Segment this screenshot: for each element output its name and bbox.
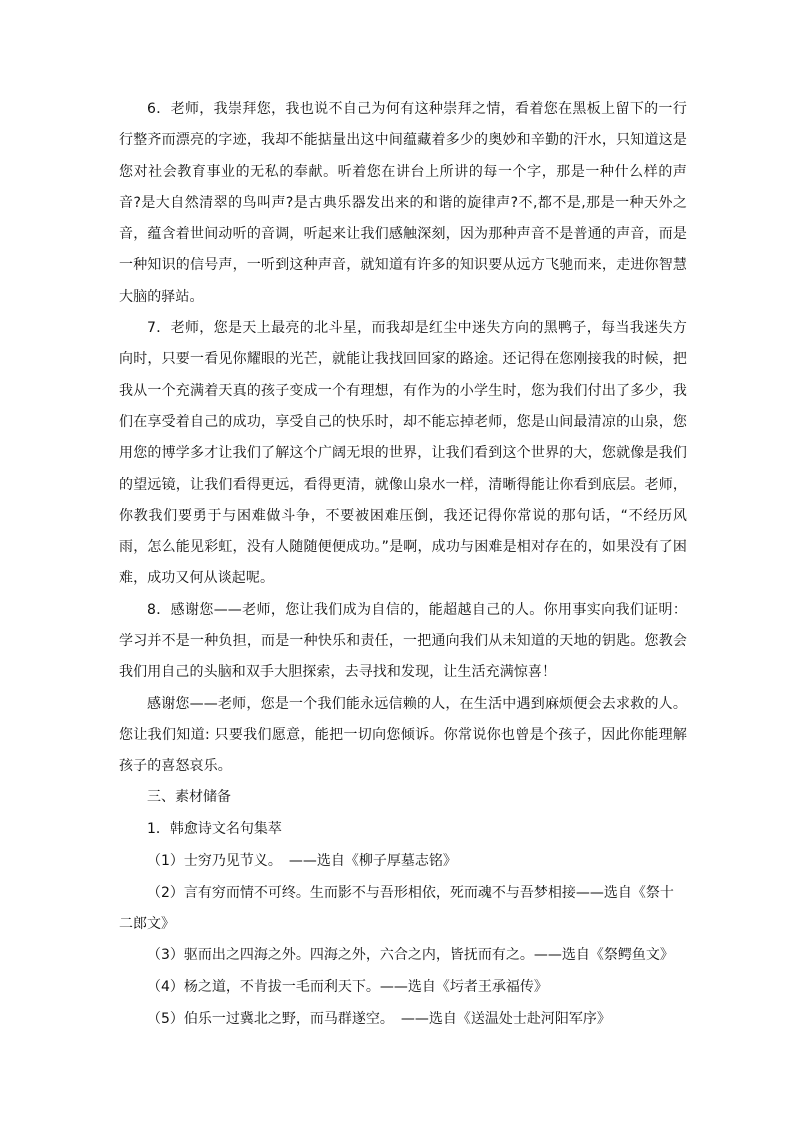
quote-item-2: （2）言有穷而情不可终。生而影不与吾形相依，死而魂不与吾梦相接——选自《祭十 bbox=[147, 885, 674, 901]
section-subheading: 1．韩愈诗文名句集萃 bbox=[147, 821, 282, 837]
body-text bbox=[119, 94, 687, 783]
quote-item-4: （4）杨之道，不肯拔一毛而利天下。——选自《圬者王承福传》 bbox=[147, 979, 548, 995]
paragraph-6: 6．老师，我崇拜您，我也说不自己为何有这种崇拜之情，看着您在黑板上留下的一行行整齐而漂亮的字迹，我却不能掂量出这中间蕴藏着多少的奥妙和辛勤的汗水，只知道这是您对社会教育事业的无私的奉献。听着您在讲台上所讲的每一个字，那是一种什么样的声音?是大自然清翠的鸟叫声?是古典乐器发出来的和谐的旋律声?不,都不是,那是一种天外之音，蕴含着世间动听的音调，听起来让我们感触深刻，因为那种声音不是普通的声音，而是一种知识的信号声，一听到这种声音，就知道有许多的知识要从远方飞驰而来，走进你智慧大脑的驿站。 bbox=[119, 101, 687, 305]
paragraph-8: 8．感谢您——老师，您让我们成为自信的，能超越自己的人。你用事实向我们证明：学习并不是一种负担，而是一种快乐和责任，一把通向我们从未知道的天地的钥匙。您教会我们用自己的头脑和双手大胆探索，去寻找和发现，让生活充满惊喜！ bbox=[119, 601, 687, 681]
section-heading: 三、素材储备 bbox=[147, 789, 231, 805]
quote-item-2-continued: 二郎文》 bbox=[119, 916, 175, 932]
quote-item-1: （1）士穷乃见节义。 ——选自《柳子厚墓志铭》 bbox=[147, 853, 457, 869]
paragraph-7: 7．老师，您是天上最亮的北斗星，而我却是红尘中迷失方向的黑鸭子，每当我迷失方向时，只要一看见你耀眼的光芒，就能让我找回回家的路途。还记得在您刚接我的时候，把我从一个充满着天真的孩子变成一个有理想，有作为的小学生时，您为我们付出了多少，我们在享受着自己的成功，享受自己的快乐时，却不能忘掉老师，您是山间最清凉的山泉，您用您的博学多才让我们了解这个广阔无垠的世界，让我们看到这个世界的大，您就像是我们的望远镜，让我们看得更远，看得更清，就像山泉水一样，清晰得能让你看到底层。老师，你教我们要勇于与困难做斗争，不要被困难压倒，我还记得你常说的那句话，“不经历风雨，怎么能见彩虹，没有人随随便便成功。”是啊，成功与困难是相对存在的，如果没有了困难，成功又何从谈起呢。 bbox=[119, 320, 687, 587]
paragraph-thanks: 感谢您——老师，您是一个我们能永远信赖的人，在生活中遇到麻烦便会去求救的人。您让我们知道: 只要我们愿意，能把一切向您倾诉。你常说你也曾是个孩子，因此你能理解孩子的喜怒哀乐。 bbox=[119, 695, 687, 775]
quote-item-3: （3）驱而出之四海之外。四海之外，六合之内，皆抚而有之。——选自《祭鳄鱼文》 bbox=[147, 947, 674, 963]
quote-item-5: （5）伯乐一过冀北之野，而马群遂空。 ——选自《送温处士赴河阳军序》 bbox=[147, 1011, 611, 1027]
